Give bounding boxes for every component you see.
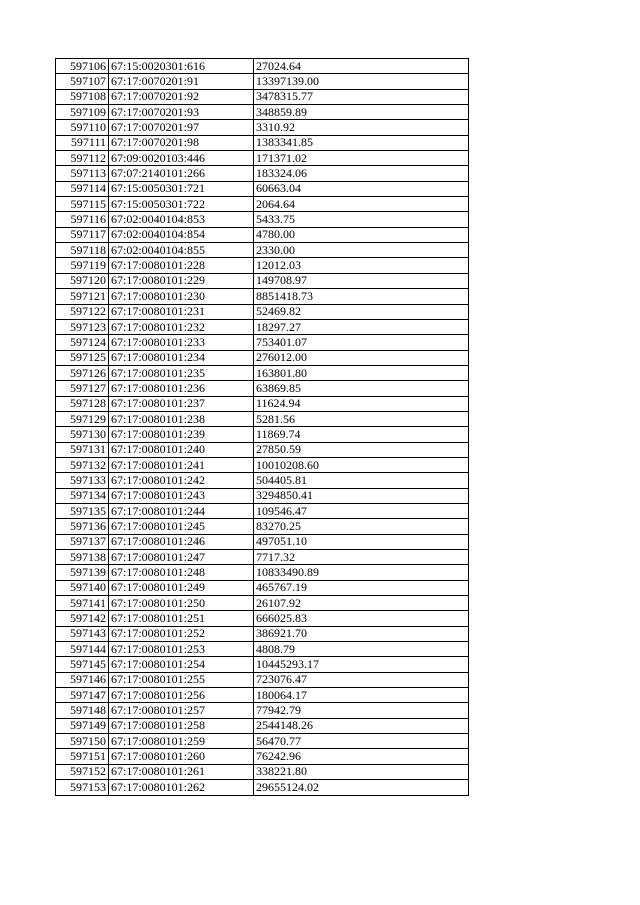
table-row bbox=[56, 442, 469, 457]
table-row bbox=[56, 258, 469, 273]
table-row bbox=[56, 503, 469, 518]
cadastral-number-cell: 67:17:0080101:253 bbox=[109, 642, 254, 657]
value-cell: 2064.64 bbox=[254, 197, 469, 212]
value-cell: 3294850.41 bbox=[254, 488, 469, 503]
record-number-cell: 597123 bbox=[56, 319, 109, 334]
table-row bbox=[56, 365, 469, 380]
record-number-cell: 597143 bbox=[56, 626, 109, 641]
cadastral-number-cell: 67:17:0080101:255 bbox=[109, 672, 254, 687]
table-row bbox=[56, 304, 469, 319]
table-row bbox=[56, 550, 469, 565]
table-row bbox=[56, 534, 469, 549]
cadastral-number-cell: 67:17:0070201:97 bbox=[109, 120, 254, 135]
table-row bbox=[56, 780, 469, 795]
value-cell: 465767.19 bbox=[254, 580, 469, 595]
record-number-cell: 597148 bbox=[56, 703, 109, 718]
table-row bbox=[56, 381, 469, 396]
value-cell: 4808.79 bbox=[254, 642, 469, 657]
cadastral-number-cell: 67:17:0080101:261 bbox=[109, 764, 254, 779]
value-cell: 26107.92 bbox=[254, 596, 469, 611]
value-cell: 77942.79 bbox=[254, 703, 469, 718]
record-number-cell: 597122 bbox=[56, 304, 109, 319]
record-number-cell: 597133 bbox=[56, 473, 109, 488]
value-cell: 276012.00 bbox=[254, 350, 469, 365]
record-number-cell: 597134 bbox=[56, 488, 109, 503]
table-row bbox=[56, 411, 469, 426]
table-row bbox=[56, 227, 469, 242]
cadastral-number-cell: 67:02:0040104:854 bbox=[109, 227, 254, 242]
record-number-cell: 597131 bbox=[56, 442, 109, 457]
value-cell: 338221.80 bbox=[254, 764, 469, 779]
value-cell: 3310.92 bbox=[254, 120, 469, 135]
value-cell: 10445293.17 bbox=[254, 657, 469, 672]
table-row bbox=[56, 166, 469, 181]
cadastral-number-cell: 67:17:0080101:258 bbox=[109, 718, 254, 733]
record-number-cell: 597112 bbox=[56, 151, 109, 166]
cadastral-number-cell: 67:09:0020103:446 bbox=[109, 151, 254, 166]
cadastral-number-cell: 67:15:0050301:722 bbox=[109, 197, 254, 212]
cadastral-number-cell: 67:17:0080101:244 bbox=[109, 503, 254, 518]
record-number-cell: 597151 bbox=[56, 749, 109, 764]
table-row bbox=[56, 105, 469, 120]
cadastral-number-cell: 67:02:0040104:853 bbox=[109, 212, 254, 227]
cadastral-number-cell: 67:17:0080101:257 bbox=[109, 703, 254, 718]
record-number-cell: 597120 bbox=[56, 273, 109, 288]
record-number-cell: 597107 bbox=[56, 74, 109, 89]
cadastral-number-cell: 67:17:0080101:259 bbox=[109, 734, 254, 749]
record-number-cell: 597118 bbox=[56, 243, 109, 258]
record-number-cell: 597150 bbox=[56, 734, 109, 749]
cadastral-number-cell: 67:17:0080101:256 bbox=[109, 688, 254, 703]
record-number-cell: 597142 bbox=[56, 611, 109, 626]
record-number-cell: 597152 bbox=[56, 764, 109, 779]
cadastral-number-cell: 67:17:0080101:242 bbox=[109, 473, 254, 488]
table-row bbox=[56, 89, 469, 104]
record-number-cell: 597124 bbox=[56, 335, 109, 350]
cadastral-number-cell: 67:17:0080101:246 bbox=[109, 534, 254, 549]
record-number-cell: 597115 bbox=[56, 197, 109, 212]
cadastral-number-cell: 67:17:0080101:231 bbox=[109, 304, 254, 319]
record-number-cell: 597146 bbox=[56, 672, 109, 687]
table-row bbox=[56, 319, 469, 334]
record-number-cell: 597144 bbox=[56, 642, 109, 657]
cadastral-number-cell: 67:17:0080101:232 bbox=[109, 319, 254, 334]
cadastral-number-cell: 67:17:0080101:250 bbox=[109, 596, 254, 611]
record-number-cell: 597125 bbox=[56, 350, 109, 365]
value-cell: 3478315.77 bbox=[254, 89, 469, 104]
record-number-cell: 597127 bbox=[56, 381, 109, 396]
value-cell: 10833490.89 bbox=[254, 565, 469, 580]
cadastral-number-cell: 67:17:0080101:260 bbox=[109, 749, 254, 764]
table-row bbox=[56, 350, 469, 365]
table-row bbox=[56, 197, 469, 212]
cadastral-number-cell: 67:17:0070201:93 bbox=[109, 105, 254, 120]
table-row bbox=[56, 688, 469, 703]
record-number-cell: 597116 bbox=[56, 212, 109, 227]
table-row bbox=[56, 59, 469, 74]
cadastral-number-cell: 67:17:0080101:228 bbox=[109, 258, 254, 273]
record-number-cell: 597149 bbox=[56, 718, 109, 733]
value-cell: 497051.10 bbox=[254, 534, 469, 549]
record-number-cell: 597111 bbox=[56, 135, 109, 150]
record-number-cell: 597153 bbox=[56, 780, 109, 795]
value-cell: 2544148.26 bbox=[254, 718, 469, 733]
table-row bbox=[56, 427, 469, 442]
cadastral-number-cell: 67:17:0080101:235 bbox=[109, 365, 254, 380]
record-number-cell: 597145 bbox=[56, 657, 109, 672]
cadastral-number-cell: 67:17:0080101:247 bbox=[109, 550, 254, 565]
table-row bbox=[56, 396, 469, 411]
cadastral-number-cell: 67:17:0080101:243 bbox=[109, 488, 254, 503]
cadastral-number-cell: 67:17:0080101:252 bbox=[109, 626, 254, 641]
table-row bbox=[56, 289, 469, 304]
record-number-cell: 597119 bbox=[56, 258, 109, 273]
record-number-cell: 597138 bbox=[56, 550, 109, 565]
value-cell: 753401.07 bbox=[254, 335, 469, 350]
cadastral-number-cell: 67:17:0070201:92 bbox=[109, 89, 254, 104]
cadastral-number-cell: 67:17:0080101:229 bbox=[109, 273, 254, 288]
cadastral-number-cell: 67:17:0080101:236 bbox=[109, 381, 254, 396]
cadastral-number-cell: 67:15:0020301:616 bbox=[109, 59, 254, 74]
table-row bbox=[56, 473, 469, 488]
value-cell: 56470.77 bbox=[254, 734, 469, 749]
value-cell: 76242.96 bbox=[254, 749, 469, 764]
record-number-cell: 597117 bbox=[56, 227, 109, 242]
record-number-cell: 597114 bbox=[56, 181, 109, 196]
table-row bbox=[56, 519, 469, 534]
value-cell: 63869.85 bbox=[254, 381, 469, 396]
table-row bbox=[56, 74, 469, 89]
value-cell: 52469.82 bbox=[254, 304, 469, 319]
value-cell: 29655124.02 bbox=[254, 780, 469, 795]
record-number-cell: 597135 bbox=[56, 503, 109, 518]
cadastral-number-cell: 67:17:0080101:230 bbox=[109, 289, 254, 304]
record-number-cell: 597130 bbox=[56, 427, 109, 442]
cadastral-number-cell: 67:17:0080101:249 bbox=[109, 580, 254, 595]
cadastral-number-cell: 67:17:0080101:262 bbox=[109, 780, 254, 795]
table-row bbox=[56, 596, 469, 611]
value-cell: 10010208.60 bbox=[254, 457, 469, 472]
value-cell: 180064.17 bbox=[254, 688, 469, 703]
table-row bbox=[56, 243, 469, 258]
cadastral-value-table bbox=[55, 58, 469, 796]
record-number-cell: 597106 bbox=[56, 59, 109, 74]
record-number-cell: 597139 bbox=[56, 565, 109, 580]
cadastral-number-cell: 67:17:0080101:245 bbox=[109, 519, 254, 534]
value-cell: 13397139.00 bbox=[254, 74, 469, 89]
table-row bbox=[56, 703, 469, 718]
value-cell: 27850.59 bbox=[254, 442, 469, 457]
record-number-cell: 597140 bbox=[56, 580, 109, 595]
value-cell: 2330.00 bbox=[254, 243, 469, 258]
record-number-cell: 597141 bbox=[56, 596, 109, 611]
cadastral-number-cell: 67:02:0040104:855 bbox=[109, 243, 254, 258]
cadastral-number-cell: 67:17:0080101:240 bbox=[109, 442, 254, 457]
cadastral-number-cell: 67:15:0050301:721 bbox=[109, 181, 254, 196]
table-row bbox=[56, 611, 469, 626]
table-row bbox=[56, 718, 469, 733]
value-cell: 109546.47 bbox=[254, 503, 469, 518]
table-row bbox=[56, 335, 469, 350]
cadastral-number-cell: 67:17:0080101:241 bbox=[109, 457, 254, 472]
record-number-cell: 597126 bbox=[56, 365, 109, 380]
value-cell: 18297.27 bbox=[254, 319, 469, 334]
value-cell: 386921.70 bbox=[254, 626, 469, 641]
table-row bbox=[56, 181, 469, 196]
table-row bbox=[56, 626, 469, 641]
cadastral-number-cell: 67:17:0070201:91 bbox=[109, 74, 254, 89]
value-cell: 11624.94 bbox=[254, 396, 469, 411]
cadastral-number-cell: 67:17:0080101:248 bbox=[109, 565, 254, 580]
record-number-cell: 597113 bbox=[56, 166, 109, 181]
value-cell: 149708.97 bbox=[254, 273, 469, 288]
record-number-cell: 597132 bbox=[56, 457, 109, 472]
table-row bbox=[56, 580, 469, 595]
value-cell: 7717.32 bbox=[254, 550, 469, 565]
value-cell: 8851418.73 bbox=[254, 289, 469, 304]
table-row bbox=[56, 764, 469, 779]
value-cell: 348859.89 bbox=[254, 105, 469, 120]
value-cell: 83270.25 bbox=[254, 519, 469, 534]
value-cell: 11869.74 bbox=[254, 427, 469, 442]
record-number-cell: 597109 bbox=[56, 105, 109, 120]
record-number-cell: 597129 bbox=[56, 411, 109, 426]
table-row bbox=[56, 212, 469, 227]
record-number-cell: 597128 bbox=[56, 396, 109, 411]
value-cell: 171371.02 bbox=[254, 151, 469, 166]
value-cell: 60663.04 bbox=[254, 181, 469, 196]
table-row bbox=[56, 672, 469, 687]
table-row bbox=[56, 642, 469, 657]
table-body bbox=[56, 59, 469, 796]
value-cell: 723076.47 bbox=[254, 672, 469, 687]
record-number-cell: 597108 bbox=[56, 89, 109, 104]
record-number-cell: 597110 bbox=[56, 120, 109, 135]
table-row bbox=[56, 734, 469, 749]
cadastral-number-cell: 67:17:0080101:237 bbox=[109, 396, 254, 411]
table-row bbox=[56, 135, 469, 150]
cadastral-number-cell: 67:17:0070201:98 bbox=[109, 135, 254, 150]
cadastral-number-cell: 67:17:0080101:254 bbox=[109, 657, 254, 672]
table-row bbox=[56, 565, 469, 580]
table-row bbox=[56, 657, 469, 672]
cadastral-number-cell: 67:17:0080101:238 bbox=[109, 411, 254, 426]
value-cell: 666025.83 bbox=[254, 611, 469, 626]
table-row bbox=[56, 273, 469, 288]
value-cell: 27024.64 bbox=[254, 59, 469, 74]
value-cell: 183324.06 bbox=[254, 166, 469, 181]
cadastral-number-cell: 67:17:0080101:251 bbox=[109, 611, 254, 626]
table-row bbox=[56, 749, 469, 764]
record-number-cell: 597136 bbox=[56, 519, 109, 534]
cadastral-number-cell: 67:07:2140101:266 bbox=[109, 166, 254, 181]
record-number-cell: 597121 bbox=[56, 289, 109, 304]
table-row bbox=[56, 488, 469, 503]
table-row bbox=[56, 457, 469, 472]
value-cell: 163801.80 bbox=[254, 365, 469, 380]
cadastral-number-cell: 67:17:0080101:239 bbox=[109, 427, 254, 442]
table-row bbox=[56, 151, 469, 166]
cadastral-number-cell: 67:17:0080101:233 bbox=[109, 335, 254, 350]
table-row bbox=[56, 120, 469, 135]
value-cell: 5281.56 bbox=[254, 411, 469, 426]
record-number-cell: 597137 bbox=[56, 534, 109, 549]
cadastral-number-cell: 67:17:0080101:234 bbox=[109, 350, 254, 365]
value-cell: 5433.75 bbox=[254, 212, 469, 227]
value-cell: 504405.81 bbox=[254, 473, 469, 488]
value-cell: 12012.03 bbox=[254, 258, 469, 273]
record-number-cell: 597147 bbox=[56, 688, 109, 703]
value-cell: 4780.00 bbox=[254, 227, 469, 242]
value-cell: 1383341.85 bbox=[254, 135, 469, 150]
